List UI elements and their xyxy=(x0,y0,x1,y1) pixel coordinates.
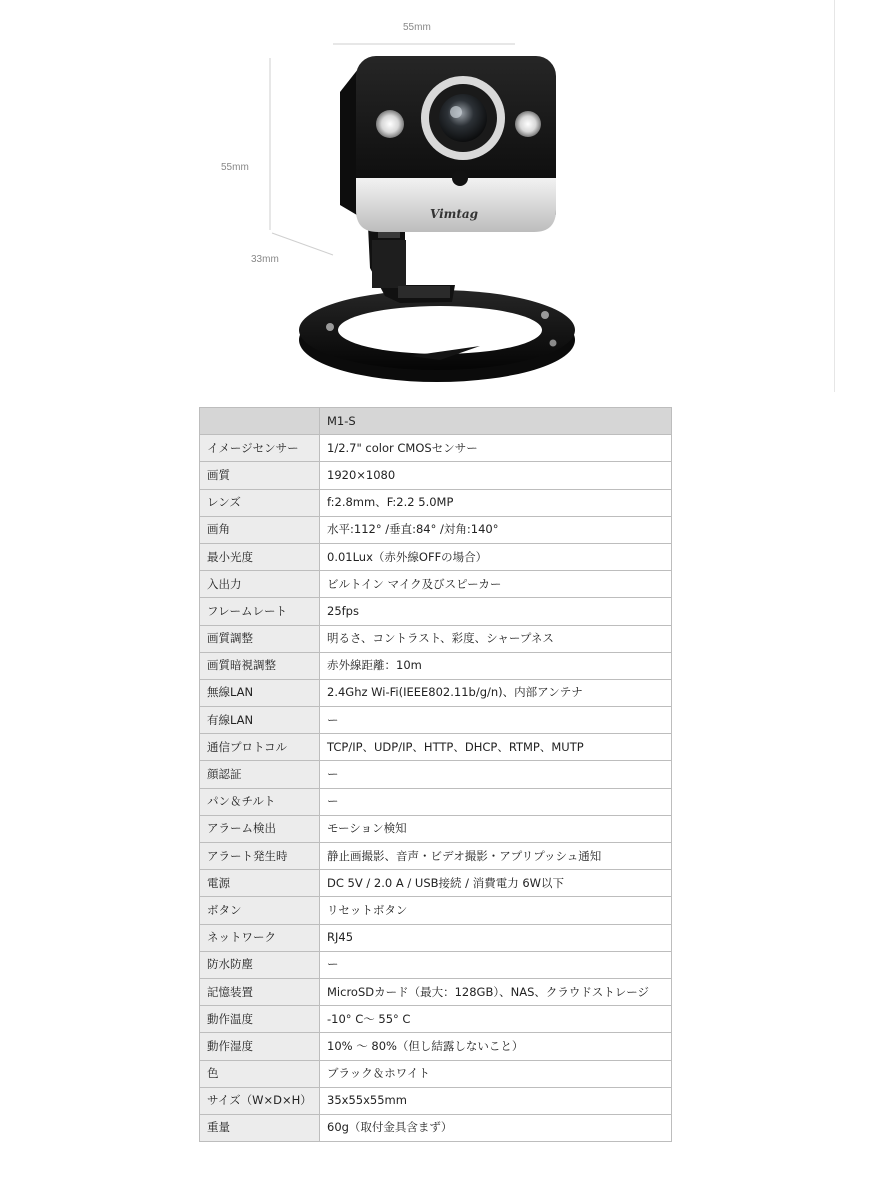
spec-value: ー xyxy=(320,707,672,734)
spec-value: 0.01Lux（赤外線OFFの場合） xyxy=(320,543,672,570)
table-row xyxy=(200,571,672,598)
spec-value: f:2.8mm、F:2.2 5.0MP xyxy=(320,489,672,516)
table-row xyxy=(200,625,672,652)
table-row xyxy=(200,978,672,1005)
table-row xyxy=(200,1006,672,1033)
table-row xyxy=(200,707,672,734)
table-row xyxy=(200,652,672,679)
spec-label: フレームレート xyxy=(200,598,320,625)
table-row xyxy=(200,843,672,870)
spec-value: 水平:112° /垂直:84° /対角:140° xyxy=(320,516,672,543)
spec-value: 1920×1080 xyxy=(320,462,672,489)
spec-label: アラーム検出 xyxy=(200,815,320,842)
spec-value: MicroSDカード（最大：128GB）、NAS、クラウドストレージ xyxy=(320,978,672,1005)
spec-value: ビルトイン マイク及びスピーカー xyxy=(320,571,672,598)
spec-label: 色 xyxy=(200,1060,320,1087)
spec-value: モーション検知 xyxy=(320,815,672,842)
table-row xyxy=(200,870,672,897)
spec-label: 顔認証 xyxy=(200,761,320,788)
spec-label: レンズ xyxy=(200,489,320,516)
table-header-row xyxy=(200,408,672,435)
spec-label: 通信プロトコル xyxy=(200,734,320,761)
model-name: M1-S xyxy=(320,408,672,435)
table-row xyxy=(200,679,672,706)
table-row xyxy=(200,788,672,815)
table-row xyxy=(200,516,672,543)
spec-label: パン＆チルト xyxy=(200,788,320,815)
spec-label: 電源 xyxy=(200,870,320,897)
table-row xyxy=(200,489,672,516)
spec-value: 静止画撮影、音声・ビデオ撮影・アプリプッシュ通知 xyxy=(320,843,672,870)
spec-value: -10° C～ 55° C xyxy=(320,1006,672,1033)
table-row xyxy=(200,734,672,761)
spec-label: サイズ（W×D×H） xyxy=(200,1087,320,1114)
spec-label: 防水防塵 xyxy=(200,951,320,978)
spec-label: 入出力 xyxy=(200,571,320,598)
product-figure xyxy=(0,0,870,395)
spec-label: 画質調整 xyxy=(200,625,320,652)
spec-value: 10% ～ 80%（但し結露しないこと） xyxy=(320,1033,672,1060)
camera-illustration xyxy=(0,0,870,395)
dimension-height-label: 55mm xyxy=(221,162,249,173)
spec-value: 35x55x55mm xyxy=(320,1087,672,1114)
table-row xyxy=(200,761,672,788)
spec-value: ー xyxy=(320,951,672,978)
dimension-width-label: 55mm xyxy=(403,22,431,33)
spec-value: ー xyxy=(320,761,672,788)
spec-label: 重量 xyxy=(200,1114,320,1141)
table-row xyxy=(200,1114,672,1141)
spec-label: アラート発生時 xyxy=(200,843,320,870)
spec-label: 動作温度 xyxy=(200,1006,320,1033)
header-label-cell xyxy=(200,408,320,435)
spec-value: 2.4Ghz Wi-Fi(IEEE802.11b/g/n)、内部アンテナ xyxy=(320,679,672,706)
spec-value: 明るさ、コントラスト、彩度、シャープネス xyxy=(320,625,672,652)
table-row xyxy=(200,1033,672,1060)
spec-label: 動作湿度 xyxy=(200,1033,320,1060)
spec-label: ボタン xyxy=(200,897,320,924)
table-row xyxy=(200,924,672,951)
spec-label: ネットワーク xyxy=(200,924,320,951)
spec-label: 画質暗視調整 xyxy=(200,652,320,679)
edge-divider xyxy=(834,0,835,392)
spec-label: 最小光度 xyxy=(200,543,320,570)
brand-logo: Vimtag xyxy=(430,207,479,221)
table-row xyxy=(200,543,672,570)
spec-label: 有線LAN xyxy=(200,707,320,734)
spec-value: 1/2.7" color CMOSセンサー xyxy=(320,435,672,462)
table-row xyxy=(200,435,672,462)
table-row xyxy=(200,1060,672,1087)
spec-value: ブラック＆ホワイト xyxy=(320,1060,672,1087)
table-row xyxy=(200,598,672,625)
table-row xyxy=(200,815,672,842)
spec-label: 無線LAN xyxy=(200,679,320,706)
table-row xyxy=(200,1087,672,1114)
table-row xyxy=(200,951,672,978)
spec-value: TCP/IP、UDP/IP、HTTP、DHCP、RTMP、MUTP xyxy=(320,734,672,761)
spec-value: DC 5V / 2.0 A / USB接続 / 消費電力 6W以下 xyxy=(320,870,672,897)
spec-value: RJ45 xyxy=(320,924,672,951)
spec-value: ー xyxy=(320,788,672,815)
table-row xyxy=(200,462,672,489)
spec-label: イメージセンサー xyxy=(200,435,320,462)
spec-value: 25fps xyxy=(320,598,672,625)
dimension-depth-label: 33mm xyxy=(251,254,279,265)
spec-value: 赤外線距離：10m xyxy=(320,652,672,679)
spec-label: 画角 xyxy=(200,516,320,543)
table-row xyxy=(200,897,672,924)
spec-value: 60g（取付金具含まず） xyxy=(320,1114,672,1141)
spec-value: リセットボタン xyxy=(320,897,672,924)
spec-label: 記憶装置 xyxy=(200,978,320,1005)
spec-label: 画質 xyxy=(200,462,320,489)
spec-table xyxy=(199,407,672,1142)
